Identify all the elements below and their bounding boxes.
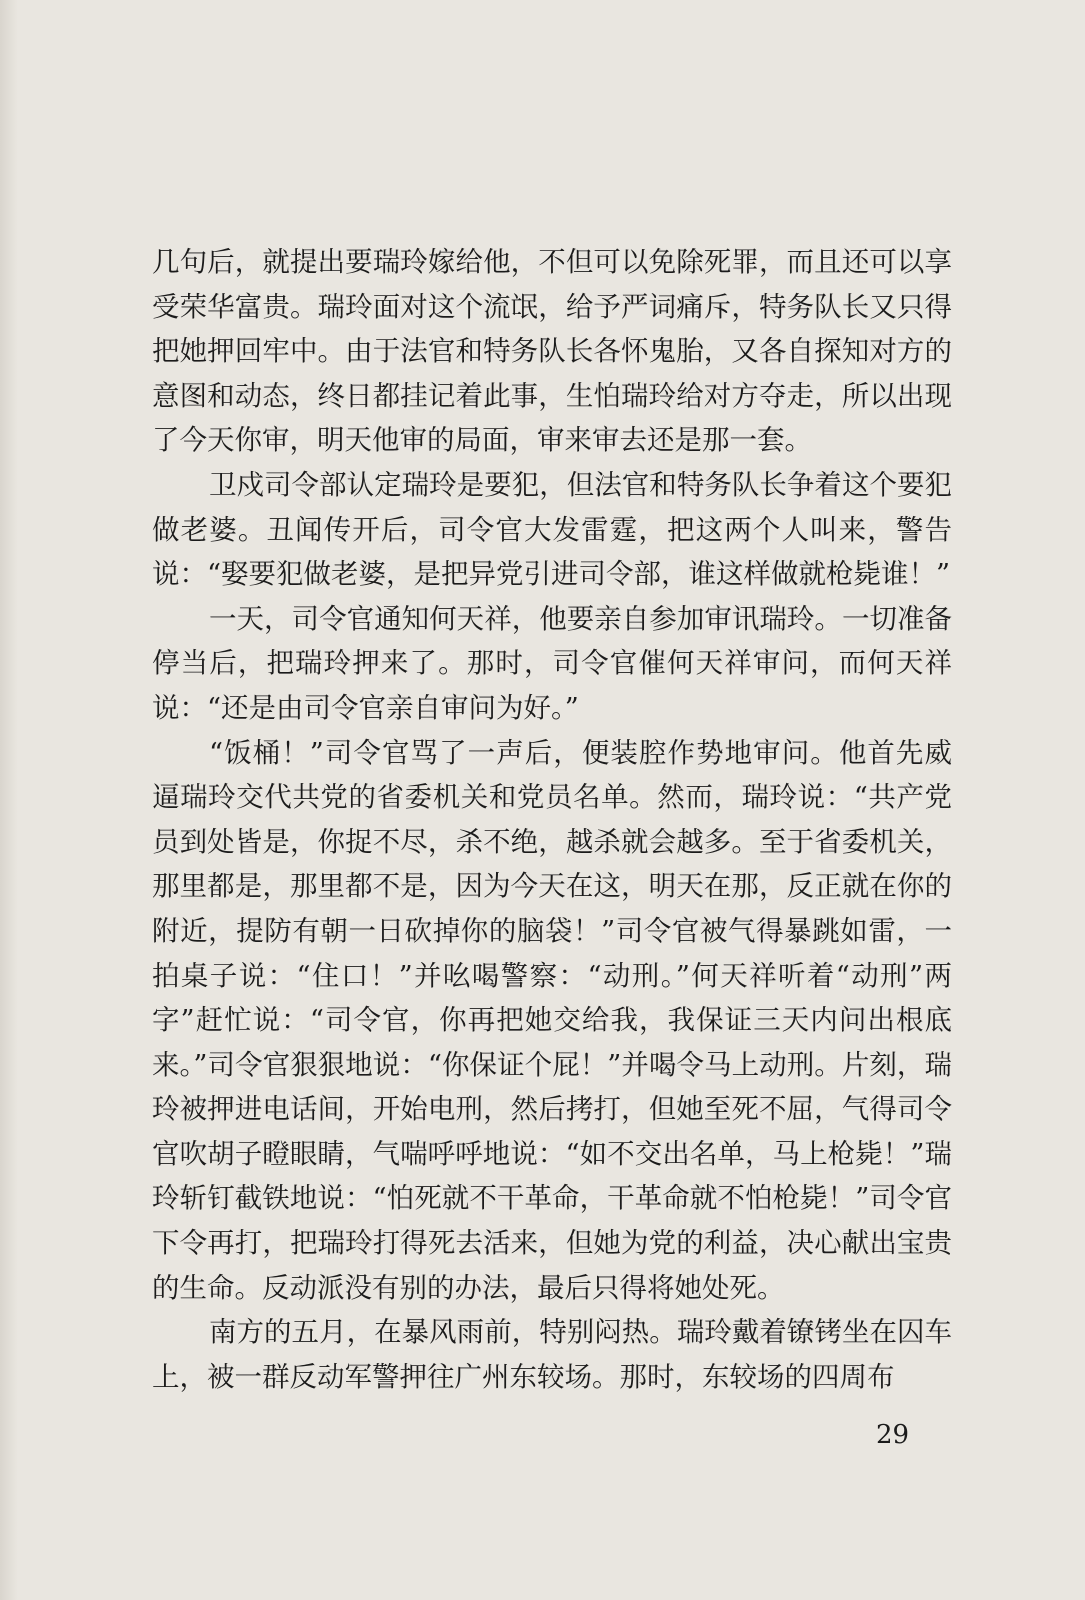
page-binding-edge [0,0,18,1600]
paragraph-1: 几句后，就提出要瑞玲嫁给他，不但可以免除死罪，而且还可以享受荣华富贵。瑞玲面对这个流氓，给予严词痛斥，特务队长又只得把她押回牢中。由于法官和特务队长各怀鬼胎，又各自探知对方的意图和动态，终日都挂记着此事，生怕瑞玲给对方夺走，所以出现了今天你审，明天他审的局面，审来审去还是那一套。 [152,246,952,457]
body-text [152,240,952,1399]
page-number: 29 [876,1420,910,1450]
paragraph-4: “饭桶！”司令官骂了一声后，便装腔作势地审问。他首先威逼瑞玲交代共党的省委机关和党员名单。然而，瑞玲说：“共产党员到处皆是，你捉不尽，杀不绝，越杀就会越多。至于省委机关，那里都是，那里都不是，因为今天在这，明天在那，反正就在你的附近，提防有朝一日砍掉你的脑袋！”司令官被气得暴跳如雷，一拍桌子说：“住口！”并吆喝警察：“动刑。”何天祥听着“动刑”两字”赶忙说：“司令官，你再把她交给我，我保证三天内问出根底来。”司令官狠狠地说：“你保证个屁！”并喝令马上动刑。片刻，瑞玲被押进电话间，开始电刑，然后拷打，但她至死不屈，气得司令官吹胡子瞪眼睛，气喘呼呼地说：“如不交出名单，马上枪毙！”瑞玲斩钉截铁地说：“怕死就不干革命，干革命就不怕枪毙！”司令官下令再打，把瑞玲打得死去活来，但她为党的利益，决心献出宝贵的生命。反动派没有别的办法，最后只得将她处死。 [152,736,952,1304]
paragraph-3: 一天，司令官通知何天祥，他要亲自参加审讯瑞玲。一切准备停当后，把瑞玲押来了。那时，司令官催何天祥审问，而何天祥说：“还是由司令官亲自审问为好。” [152,602,952,724]
paragraph-2: 卫戍司令部认定瑞玲是要犯，但法官和特务队长争着这个要犯做老婆。丑闻传开后，司令官大发雷霆，把这两个人叫来，警告说：“娶要犯做老婆，是把异党引进司令部，谁这样做就枪毙谁！” [152,468,952,591]
paragraph-5: 南方的五月，在暴风雨前，特别闷热。瑞玲戴着镣铐坐在囚车上，被一群反动军警押往广州东较场。那时，东较场的四周布 [152,1316,952,1393]
